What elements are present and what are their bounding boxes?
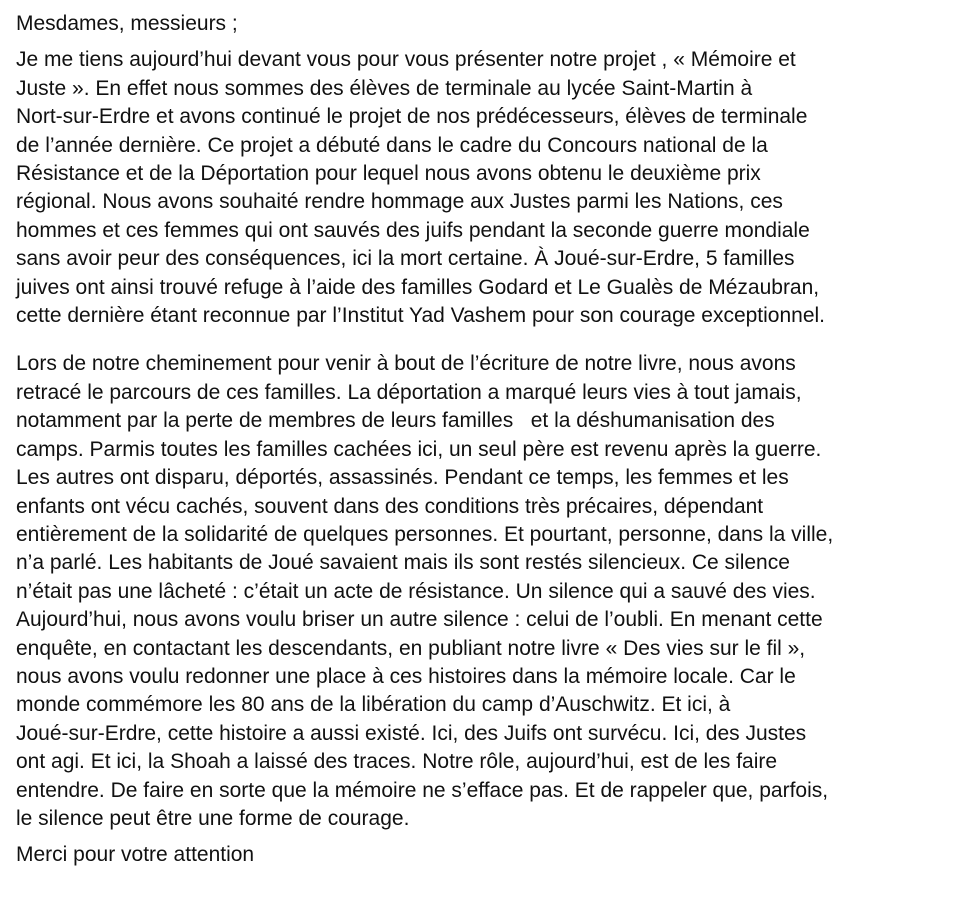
paragraph-line: Joué-sur-Erdre, cette histoire a aussi existé. Ici, des Juifs ont survécu. Ici, des Justes (16, 721, 807, 745)
spacer (16, 330, 976, 350)
paragraph-line: retracé le parcours de ces familles. La déportation a marqué leurs vies à tout jamais, (16, 380, 802, 404)
paragraph-line: cette dernière étant reconnue par l’Institut Yad Vashem pour son courage exceptionnel. (16, 304, 826, 328)
paragraph-line: Aujourd’hui, nous avons voulu briser un autre silence : celui de l’oubli. En menant cette (16, 608, 823, 632)
paragraph-line: de l’année dernière. Ce projet a débuté dans le cadre du Concours national de la (16, 133, 768, 157)
paragraph-line: monde commémore les 80 ans de la libération du camp d’Auschwitz. Et ici, à (16, 693, 731, 717)
spacer (16, 833, 976, 841)
paragraph-line: Juste ». En effet nous sommes des élèves de terminale au lycée Saint-Martin à (16, 76, 753, 100)
paragraph-line: enfants ont vécu cachés, souvent dans des conditions très précaires, dépendant (16, 494, 764, 518)
paragraph-line: camps. Parmis toutes les familles cachées ici, un seul père est revenu après la guerre. (16, 437, 822, 461)
paragraph-line: entendre. De faire en sorte que la mémoire ne s’efface pas. Et de rappeler que, parfois, (16, 778, 829, 802)
paragraph-line: n’a parlé. Les habitants de Joué savaient mais ils sont restés silencieux. Ce silence (16, 551, 790, 575)
speech-document (16, 10, 976, 870)
paragraph-line: Lors de notre cheminement pour venir à bout de l’écriture de notre livre, nous avons (16, 352, 796, 376)
paragraph-line: régional. Nous avons souhaité rendre hommage aux Justes parmi les Nations, ces (16, 190, 783, 214)
paragraph-line: notamment par la perte de membres de leurs familles et la déshumanisation des (16, 409, 775, 433)
closing-line: Merci pour votre attention (16, 843, 255, 867)
paragraph-line: sans avoir peur des conséquences, ici la mort certaine. À Joué-sur-Erdre, 5 familles (16, 247, 795, 271)
paragraph-line: n’était pas une lâcheté : c’était un acte de résistance. Un silence qui a sauvé des vies. (16, 579, 816, 603)
paragraph-line: le silence peut être une forme de courage. (16, 806, 410, 830)
paragraph-line: entièrement de la solidarité de quelques personnes. Et pourtant, personne, dans la ville, (16, 522, 834, 546)
paragraph-line: juives ont ainsi trouvé refuge à l’aide des familles Godard et Le Gualès de Mézaubran, (16, 275, 820, 299)
paragraph-body (16, 350, 976, 833)
paragraph-line: Je me tiens aujourd’hui devant vous pour vous présenter notre projet , « Mémoire et (16, 48, 796, 72)
paragraph-line: ont agi. Et ici, la Shoah a laissé des traces. Notre rôle, aujourd’hui, est de les faire (16, 750, 778, 774)
paragraph-line: nous avons voulu redonner une place à ces histoires dans la mémoire locale. Car le (16, 664, 796, 688)
paragraph-intro (16, 46, 976, 330)
paragraph-line: Nort-sur-Erdre et avons continué le projet de nos prédécesseurs, élèves de terminale (16, 105, 808, 129)
paragraph-line: Résistance et de la Déportation pour lequel nous avons obtenu le deuxième prix (16, 162, 761, 186)
paragraph-line: Les autres ont disparu, déportés, assassinés. Pendant ce temps, les femmes et les (16, 466, 789, 490)
paragraph-line: hommes et ces femmes qui ont sauvés des juifs pendant la seconde guerre mondiale (16, 218, 810, 242)
spacer (16, 38, 976, 46)
paragraph-line: enquête, en contactant les descendants, en publiant notre livre « Des vies sur le fil », (16, 636, 806, 660)
greeting: Mesdames, messieurs ; (16, 12, 238, 35)
